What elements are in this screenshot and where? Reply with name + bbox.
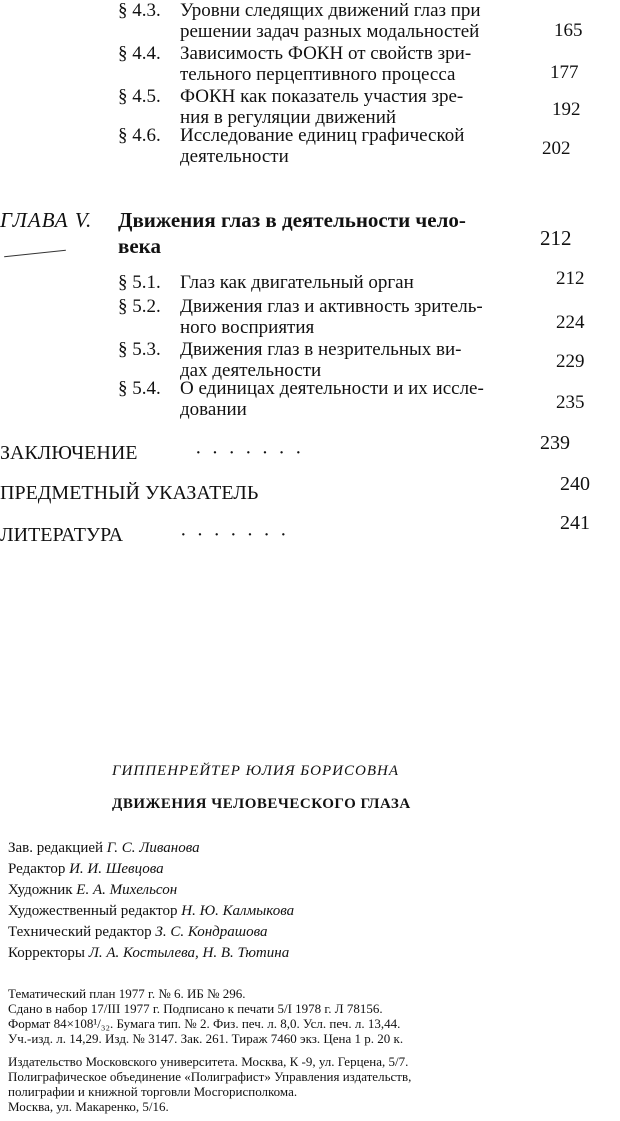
toc-entry-subject-index bbox=[0, 473, 618, 508]
technical-info bbox=[8, 986, 403, 1046]
staff-role: Технический редактор bbox=[8, 924, 152, 940]
publisher-line: Полиграфическое объединение «Полиграфист» Управления издательств, bbox=[8, 1069, 412, 1084]
page-number: 235 bbox=[556, 392, 585, 413]
section-title-line: решении задач разных модальностей bbox=[180, 21, 480, 42]
toc-section-4-4 bbox=[118, 43, 618, 87]
chapter-title-line: Движения глаз в деятельности чело- bbox=[118, 208, 466, 232]
staff-row bbox=[8, 901, 294, 922]
toc-section-4-6 bbox=[118, 125, 618, 171]
technical-line: Сдано в набор 17/III 1977 г. Подписано к печати 5/I 1978 г. Л 78156. bbox=[8, 1001, 383, 1016]
publisher-line: Издательство Московского университета. Москва, К -9, ул. Герцена, 5/7. bbox=[8, 1054, 409, 1069]
staff-row bbox=[8, 922, 294, 943]
section-title-line: Движения глаз и активность зритель- bbox=[180, 296, 483, 317]
section-title-line: Глаз как двигательный орган bbox=[180, 272, 414, 293]
author-name: ГИППЕНРЕЙТЕР ЮЛИЯ БОРИСОВНА bbox=[112, 763, 399, 779]
book-title: ДВИЖЕНИЯ ЧЕЛОВЕЧЕСКОГО ГЛАЗА bbox=[112, 796, 411, 812]
toc-chapter-5 bbox=[0, 208, 618, 260]
entry-label: ЛИТЕРАТУРА bbox=[0, 524, 124, 546]
section-title-line: Уровни следящих движений глаз при bbox=[180, 0, 481, 21]
toc-section-5-2 bbox=[118, 296, 618, 340]
technical-line: Формат 84×108¹/₃₂. Бумага тип. № 2. Физ. печ. л. 8,0. Усл. печ. л. 13,44. bbox=[8, 1016, 401, 1031]
toc-section-5-4 bbox=[118, 378, 618, 422]
section-title-line: ного восприятия bbox=[180, 317, 315, 338]
technical-line: Уч.-изд. л. 14,29. Изд. № 3147. Зак. 261. Тираж 7460 экз. Цена 1 р. 20 к. bbox=[8, 1031, 404, 1046]
toc-section-4-5 bbox=[118, 86, 618, 130]
staff-role: Зав. редакцией bbox=[8, 840, 104, 856]
entry-label: ПРЕДМЕТНЫЙ УКАЗАТЕЛЬ bbox=[0, 482, 259, 504]
section-title-line: Движения глаз в незрительных ви- bbox=[180, 339, 462, 360]
dot-leader: ······· bbox=[180, 524, 297, 546]
staff-name: Н. Ю. Калмыкова bbox=[181, 903, 295, 919]
section-number: § 5.1. bbox=[118, 272, 161, 293]
toc-entry-literature bbox=[0, 512, 618, 550]
page-number: 192 bbox=[552, 99, 581, 120]
toc-section-5-3 bbox=[118, 339, 618, 383]
entry-label: ЗАКЛЮЧЕНИЕ bbox=[0, 442, 138, 464]
page-number: 165 bbox=[554, 20, 583, 41]
page-number: 177 bbox=[550, 62, 579, 83]
staff-row bbox=[8, 943, 294, 964]
section-title-line: О единицах деятельности и их иссле- bbox=[180, 378, 484, 399]
staff-row bbox=[8, 880, 294, 901]
page-number: 224 bbox=[556, 312, 585, 333]
page-number: 240 bbox=[560, 473, 590, 495]
publisher-info bbox=[8, 1054, 411, 1114]
page-number: 229 bbox=[556, 351, 585, 372]
page-number: 241 bbox=[560, 512, 590, 534]
staff-role: Художественный редактор bbox=[8, 903, 178, 919]
chapter-label: ГЛАВА V. bbox=[0, 208, 93, 232]
section-title-line: тельного перцептивного процесса bbox=[180, 64, 456, 85]
toc-entry-conclusion bbox=[0, 432, 618, 468]
staff-name: Г. С. Ливанова bbox=[106, 840, 200, 856]
section-number: § 4.5. bbox=[118, 86, 161, 107]
publisher-line: Москва, ул. Макаренко, 5/16. bbox=[8, 1099, 169, 1114]
technical-line: Тематический план 1977 г. № 6. ИБ № 296. bbox=[8, 986, 246, 1001]
page-number: 212 bbox=[540, 226, 572, 250]
section-title-line: Исследование единиц графической bbox=[180, 125, 465, 146]
section-number: § 4.6. bbox=[118, 125, 161, 146]
staff-role: Корректоры bbox=[8, 945, 85, 961]
staff-row bbox=[8, 838, 294, 859]
staff-name: Е. А. Михельсон bbox=[76, 882, 178, 898]
section-number: § 4.3. bbox=[118, 0, 161, 21]
staff-role: Редактор bbox=[8, 861, 66, 877]
staff-role: Художник bbox=[8, 882, 73, 898]
section-number: § 5.3. bbox=[118, 339, 161, 360]
section-number: § 4.4. bbox=[118, 43, 161, 64]
page-number: 202 bbox=[542, 138, 571, 159]
section-title-line: деятельности bbox=[180, 146, 289, 167]
page-number: 239 bbox=[540, 432, 570, 454]
staff-name: Л. А. Костылева, Н. В. Тютина bbox=[88, 945, 290, 961]
dot-leader: ······· bbox=[195, 442, 312, 464]
page-number: 212 bbox=[556, 268, 585, 289]
toc-section-5-1 bbox=[118, 268, 618, 296]
section-title-line: Зависимость ФОКН от свойств зри- bbox=[180, 43, 472, 64]
chapter-title-line: века bbox=[118, 234, 161, 258]
section-title-line: дах деятельности bbox=[180, 360, 322, 381]
section-title-line: ФОКН как показатель участия зре- bbox=[180, 86, 464, 107]
section-number: § 5.2. bbox=[118, 296, 161, 317]
toc-section-4-3 bbox=[118, 0, 618, 44]
section-title-line: довании bbox=[180, 399, 247, 420]
staff-list bbox=[8, 838, 294, 964]
staff-row bbox=[8, 859, 294, 880]
section-title-line: ния в регуляции движений bbox=[180, 107, 397, 128]
staff-name: З. С. Кондрашова bbox=[155, 924, 268, 940]
publisher-line: полиграфии и книжной торговли Мосгорисполкома. bbox=[8, 1084, 298, 1099]
section-number: § 5.4. bbox=[118, 378, 161, 399]
staff-name: И. И. Шевцова bbox=[69, 861, 164, 877]
